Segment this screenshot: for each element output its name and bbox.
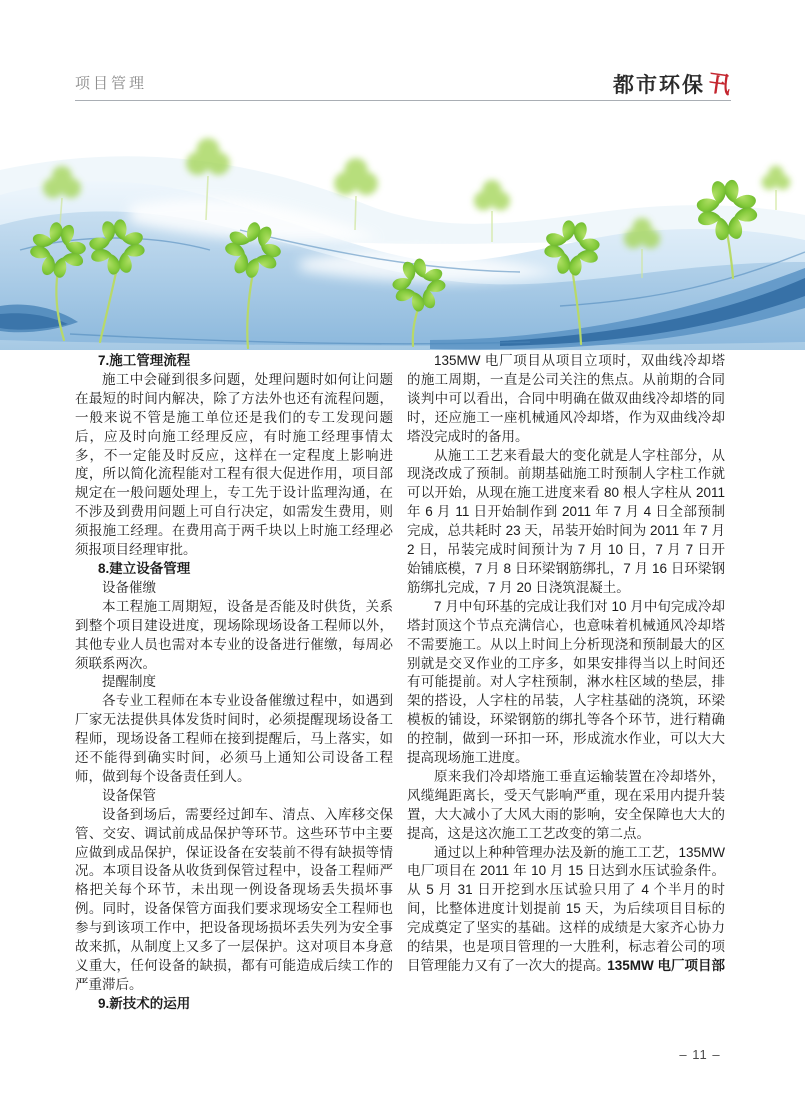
- subheading-equipment-urging: 设备催缴: [102, 579, 156, 595]
- paragraph: 施工中会碰到很多问题，处理问题时如何让问题在最短的时间内解决，除了方法外也还有流程问题，一般来说不管是施工单位还是我们的专工发现问题后，应及时向施工经理反应，有时施工经理事情太多，不一定能及时反应，这样在一定程度上影响进度，所以简化流程能对工程有很大促进作用，项目部规定在一般问题处理上，专工先于设计监理沟通，在不涉及到费用问题上可自行决定，如需发生费用，则须报施工经理。在费用高于两千块以上时施工经理必须报项目经理审批。: [75, 371, 393, 558]
- paragraph: 各专业工程师在本专业设备催缴过程中，如遇到厂家无法提供具体发货时间时，必须提醒现场设备工程师，现场设备工程师在接到提醒后，马上落实，如还不能得到确实时间，必须马上通知公司设备工程师，做到每个设备责任到人。: [75, 693, 393, 784]
- magazine-logo: [613, 66, 731, 99]
- hero-water-clover-band: [0, 110, 805, 360]
- page-number: – 11 –: [679, 1047, 721, 1062]
- subheading-equipment-storage: 设备保管: [102, 787, 156, 803]
- water-wave: [0, 156, 805, 350]
- left-column: [75, 352, 393, 1014]
- article-body: [75, 352, 725, 1014]
- header-divider: [75, 100, 731, 101]
- logo-text: 都市环保: [613, 74, 705, 97]
- paragraph: 本工程施工周期短，设备是否能及时供货，关系到整个项目建设进度，现场除现场设备工程师以外，其他专业人员也需对本专业的设备进行催缴，每周必须联系两次。: [75, 598, 393, 671]
- masthead: [75, 66, 731, 99]
- section-title: 项目管理: [75, 75, 148, 92]
- section-heading-9: 9.新技术的运用: [97, 995, 191, 1011]
- right-column: [407, 352, 725, 1014]
- paragraph: 原来我们冷却塔施工垂直运输装置在冷却塔外，风缆绳距离长，受天气影响严重，现在采用内提升装置，大大减小了大风大雨的影响，安全保障也大大的提高，这是这次施工工艺改变的第二点。: [407, 768, 725, 841]
- subheading-reminder-system: 提醒制度: [102, 674, 156, 690]
- section-heading-7: 7.施工管理流程: [97, 353, 191, 368]
- paragraph: 从施工工艺来看最大的变化就是人字柱部分，从现浇改成了预制。前期基础施工时预制人字柱工作就可以开始，从现在施工进度来看 80 根人字柱从 2011 年 6 月 11 日开始制作到 2011 年 7 月 4 日全部预制完成，总共耗时 23 天，吊装开始时间为 2011 年 7 月 2 日，吊装完成时间预计为 7 月 10 日，7 月 7 日开始铺底模，7 月 8 日环梁钢筋绑扎，7 月 16 日环梁钢筋绑扎完成，7 月 20 日浇筑混凝土。: [407, 447, 725, 595]
- paragraph: 7 月中旬环基的完成让我们对 10 月中旬完成冷却塔封顶这个节点充满信心，也意味着机械通风冷却塔不需要施工。从以上时间上分析现浇和预制最大的区别就是交叉作业的工序多，如果安排得当以上时间还有可能提前。对人字柱预制，淋水柱区域的垫层，排架的搭设，人字柱的吊装，人字柱基础的浇筑，环梁模板的铺设，环梁钢筋的绑扎等各个环节，进行精确的控制，做到一环扣一环，形成流水作业，可以大大提高现场施工进度。: [407, 598, 725, 766]
- paragraph: 通过以上种种管理办法及新的施工工艺，135MW 电厂项目在 2011 年 10 月 15 日达到水压试验条件。从 5 月 31 日开挖到水压试验只用了 4 个半月的时间，比整体进度计划提前 15 天，为后续项目目标的完成奠定了坚实的基础。这样的成绩是大家齐心协力的结果，也是项目管理的一大胜利，标志着公司的项目管理能力又有了一次大的提高。: [407, 844, 725, 973]
- paragraph: 135MW 电厂项目从项目立项时，双曲线冷却塔的施工周期，一直是公司关注的焦点。从前期的合同谈判中可以看出，合同中明确在做双曲线冷却塔的同时，还应施工一座机械通风冷却塔，作为双曲线冷却塔没完成时的备用。: [407, 353, 725, 444]
- article-signature: 135MW 电厂项目部: [607, 958, 725, 974]
- paragraph: 设备到场后，需要经过卸车、清点、入库移交保管、交安、调试前成品保护等环节。这些环节中主要应做到成品保护，保证设备在安装前不得有缺损等情况。本项目设备从收货到保管过程中，设备工程师严格把关每个环节，未出现一例设备现场丢失损坏事例。同时，设备保管方面我们要求现场安全工程师也参与到该项工作中，把设备现场损坏丢失列为安全事故来抓，从制度上又多了一层保护。这对项目本身意义重大，任何设备的缺损，都有可能造成后续工作的严重滞后。: [75, 806, 393, 992]
- logo-red-mark-icon: 卂: [706, 70, 733, 99]
- section-heading-8: 8.建立设备管理: [97, 560, 191, 576]
- water-clover-illustration: [0, 110, 805, 360]
